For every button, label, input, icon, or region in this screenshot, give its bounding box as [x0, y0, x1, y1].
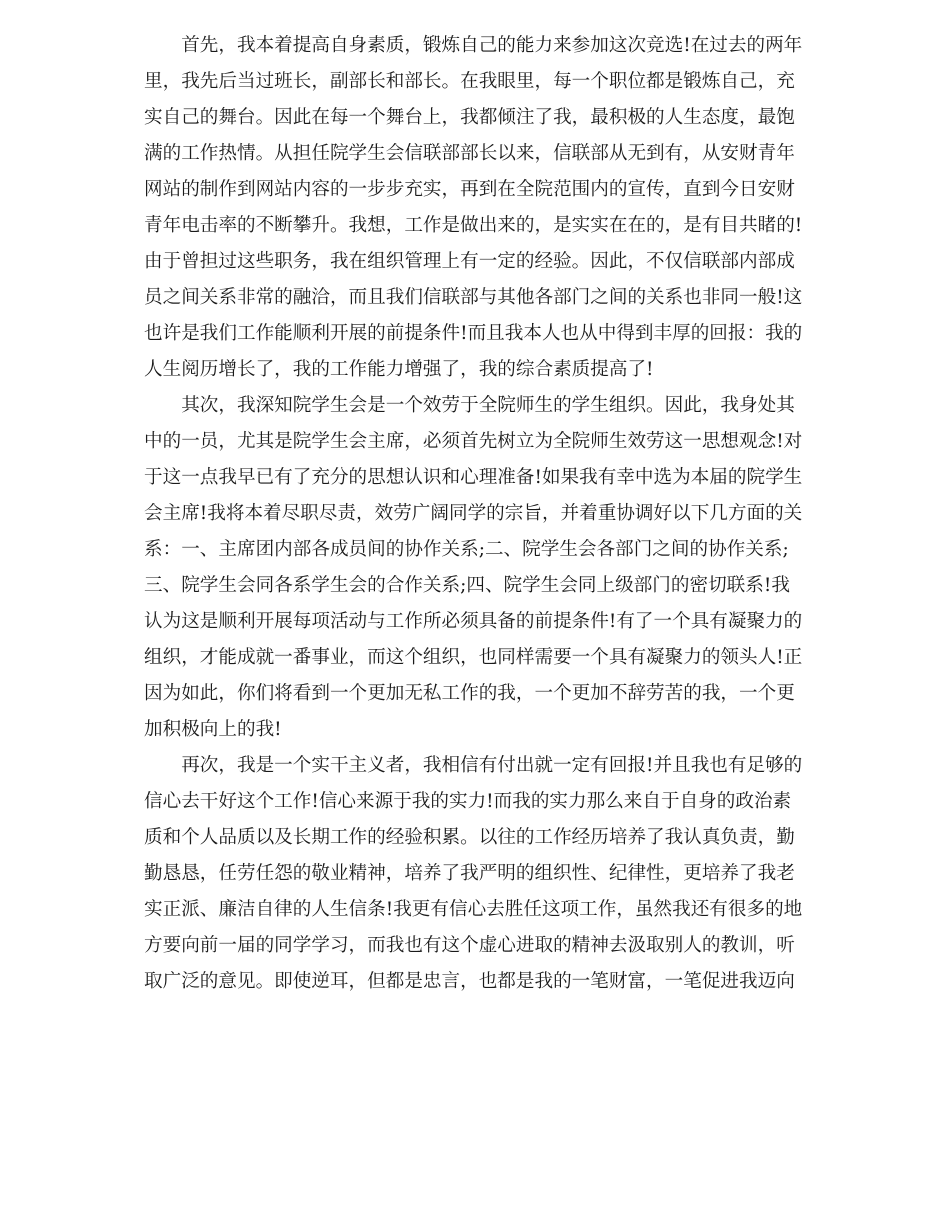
text-line: 网站的制作到网站内容的一步步充实，再到在全院范围内的宣传，直到今日安财	[144, 179, 795, 200]
text-line: 实正派、廉洁自律的人生信条!我更有信心去胜任这项工作，虽然我还有很多的地	[144, 899, 803, 920]
text-line: 也许是我们工作能顺利开展的前提条件!而且我本人也从中得到丰厚的回报：我的	[144, 323, 803, 344]
text-line: 因为如此，你们将看到一个更加无私工作的我，一个更加不辞劳苦的我，一个更	[144, 683, 795, 704]
text-line: 信心去干好这个工作!信心来源于我的实力!而我的实力那么来自于自身的政治素	[144, 791, 792, 812]
text-line: 组织，才能成就一番事业，而这个组织，也同样需要一个具有凝聚力的领头人!正	[144, 647, 803, 668]
text-line: 质和个人品质以及长期工作的经验积累。以往的工作经历培养了我认真负责，勤	[144, 827, 795, 848]
document-page	[144, 0, 808, 1230]
text-line: 再次，我是一个实干主义者，我相信有付出就一定有回报!并且我也有足够的	[144, 755, 803, 776]
text-line: 取广泛的意见。即使逆耳，但都是忠言，也都是我的一笔财富，一笔促进我迈向	[144, 971, 795, 992]
text-line: 系：一、主席团内部各成员间的协作关系;二、院学生会各部门之间的协作关系;	[144, 539, 789, 560]
text-line: 三、院学生会同各系学生会的合作关系;四、院学生会同上级部门的密切联系!我	[144, 575, 790, 596]
text-line: 加积极向上的我!	[144, 719, 282, 740]
text-line: 人生阅历增长了，我的工作能力增强了，我的综合素质提高了!	[144, 359, 654, 380]
text-line: 实自己的舞台。因此在每一个舞台上，我都倾注了我，最积极的人生态度，最饱	[144, 107, 795, 128]
text-line: 里，我先后当过班长，副部长和部长。在我眼里，每一个职位都是锻炼自己，充	[144, 71, 795, 92]
text-line: 方要向前一届的同学学习，而我也有这个虚心进取的精神去汲取别人的教训，听	[144, 935, 795, 956]
text-line: 青年电击率的不断攀升。我想，工作是做出来的，是实实在在的，是有目共睹的!	[144, 215, 803, 236]
text-line: 其次，我深知院学生会是一个效劳于全院师生的学生组织。因此，我身处其	[144, 395, 795, 416]
text-line: 勤恳恳，任劳任怨的敬业精神，培养了我严明的组织性、纪律性，更培养了我老	[144, 863, 795, 884]
text-line: 首先，我本着提高自身素质，锻炼自己的能力来参加这次竞选!在过去的两年	[144, 35, 803, 56]
text-line: 由于曾担过这些职务，我在组织管理上有一定的经验。因此，不仅信联部内部成	[144, 251, 795, 272]
text-line: 会主席!我将本着尽职尽责，效劳广阔同学的宗旨，并着重协调好以下几方面的关	[144, 503, 803, 524]
text-line: 于这一点我早已有了充分的思想认识和心理准备!如果我有幸中选为本届的院学生	[144, 467, 803, 488]
text-line: 满的工作热情。从担任院学生会信联部部长以来，信联部从无到有，从安财青年	[144, 143, 795, 164]
text-line: 员之间关系非常的融洽，而且我们信联部与其他各部门之间的关系也非同一般!这	[144, 287, 803, 308]
text-line: 认为这是顺利开展每项活动与工作所必须具备的前提条件!有了一个具有凝聚力的	[144, 611, 803, 632]
text-line: 中的一员，尤其是院学生会主席，必须首先树立为全院师生效劳这一思想观念!对	[144, 431, 803, 452]
